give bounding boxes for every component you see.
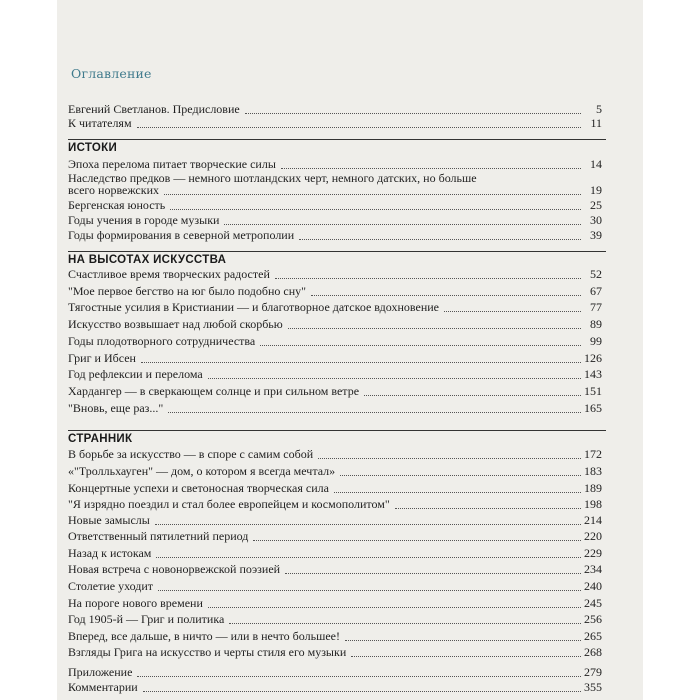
dot-leader — [364, 395, 581, 396]
entry-title: Столетие уходит — [68, 579, 154, 593]
entry-page: 234 — [584, 562, 602, 576]
entry-title-continued: всего норвежских — [68, 183, 160, 197]
toc-entry — [68, 199, 602, 213]
toc-entry — [68, 646, 602, 660]
entry-title: Ответственный пятилетний период — [68, 529, 249, 543]
toc-entry — [68, 318, 602, 332]
entry-page: 77 — [590, 300, 602, 314]
entry-title: «"Тролльхауген" — дом, о котором я всегда мечтал» — [68, 464, 336, 478]
entry-page: 355 — [584, 680, 602, 694]
entry-title: Бергенская юность — [68, 198, 166, 212]
dot-leader — [245, 113, 581, 114]
contents-heading: Оглавление — [71, 66, 152, 81]
entry-page: 25 — [590, 198, 602, 212]
entry-title: Новая встреча с новонорвежской поэзией — [68, 562, 281, 576]
entry-page: 11 — [590, 116, 602, 130]
toc-entry — [68, 158, 602, 172]
dot-leader — [164, 194, 581, 195]
entry-page: 198 — [584, 497, 602, 511]
dot-leader — [137, 676, 581, 677]
entry-title: "Мое первое бегство на юг было подобно сну" — [68, 284, 307, 298]
entry-page: 214 — [584, 513, 602, 527]
dot-leader — [311, 295, 581, 296]
entry-page: 52 — [590, 267, 602, 281]
dot-leader — [170, 209, 581, 210]
dot-leader — [395, 508, 581, 509]
entry-page: 19 — [590, 183, 602, 197]
toc-entry — [68, 117, 602, 131]
section-heading: НА ВЫСОТАХ ИСКУССТВА — [68, 254, 227, 266]
section-rule — [68, 139, 606, 140]
entry-title: Комментарии — [68, 680, 138, 694]
dot-leader — [281, 168, 581, 169]
entry-title: К читателям — [68, 116, 132, 130]
entry-page: 39 — [590, 228, 602, 242]
toc-entry — [68, 597, 602, 611]
entry-page: 229 — [584, 546, 602, 560]
dot-leader — [260, 345, 581, 346]
toc-entry — [68, 630, 602, 644]
entry-title: "Я изрядно поездил и стал более европейцем и космополитом" — [68, 497, 390, 511]
entry-page: 67 — [590, 284, 602, 298]
toc-entry — [68, 681, 602, 695]
entry-title: "Вновь, еще раз..." — [68, 401, 164, 415]
toc-entry — [68, 385, 602, 399]
toc-entry — [68, 285, 602, 299]
dot-leader — [208, 378, 581, 379]
dot-leader — [141, 362, 581, 363]
toc-entry — [68, 268, 602, 282]
entry-title: Концертные успехи и светоносная творческая сила — [68, 481, 329, 495]
toc-entry — [68, 448, 602, 462]
dot-leader — [224, 224, 581, 225]
dot-leader — [351, 656, 581, 657]
dot-leader — [143, 691, 581, 692]
entry-page: 143 — [584, 367, 602, 381]
dot-leader — [334, 492, 581, 493]
section-heading: СТРАННИК — [68, 433, 133, 445]
entry-title: На пороге нового времени — [68, 596, 203, 610]
entry-page: 189 — [584, 481, 602, 495]
entry-title: Годы учения в городе музыки — [68, 213, 220, 227]
entry-page: 240 — [584, 579, 602, 593]
entry-page: 245 — [584, 596, 602, 610]
entry-title: Григ и Ибсен — [68, 351, 136, 365]
entry-title: Взгляды Грига на искусство и черты стиля его музыки — [68, 645, 347, 659]
toc-entry — [68, 613, 602, 627]
dot-leader — [156, 557, 581, 558]
dot-leader — [299, 239, 581, 240]
entry-title: Евгений Светланов. Предисловие — [68, 102, 240, 116]
entry-title: Годы плодотворного сотрудничества — [68, 334, 256, 348]
dot-leader — [137, 127, 581, 128]
entry-page: 279 — [584, 665, 602, 679]
dot-leader — [168, 412, 581, 413]
entry-title: Вперед, все дальше, в ничто — или в нечто большее! — [68, 629, 340, 643]
toc-entry — [68, 368, 602, 382]
entry-title: Назад к истокам — [68, 546, 152, 560]
toc-entry — [68, 103, 602, 117]
dot-leader — [208, 607, 581, 608]
entry-page: 172 — [584, 447, 602, 461]
entry-page: 5 — [596, 102, 602, 116]
dot-leader — [275, 278, 581, 279]
entry-title: Год 1905-й — Григ и политика — [68, 612, 225, 626]
entry-title: Приложение — [68, 665, 133, 679]
entry-page: 14 — [590, 157, 602, 171]
toc-entry — [68, 530, 602, 544]
dot-leader — [444, 311, 581, 312]
dot-leader — [345, 640, 581, 641]
toc-entry — [68, 482, 602, 496]
entry-page: 183 — [584, 464, 602, 478]
entry-page: 265 — [584, 629, 602, 643]
entry-title: Наследство предков — немного шотландских черт, немного датских, но больше — [68, 171, 477, 185]
entry-title: Год рефлексии и перелома — [68, 367, 203, 381]
entry-page: 268 — [584, 645, 602, 659]
entry-title: Новые замыслы — [68, 513, 150, 527]
toc-entry — [68, 402, 602, 416]
toc-entry — [68, 352, 602, 366]
section-rule — [68, 251, 606, 252]
section-heading: ИСТОКИ — [68, 142, 118, 154]
toc-entry — [68, 563, 602, 577]
toc-entry — [68, 214, 602, 228]
entry-title: В борьбе за искусство — в споре с самим собой — [68, 447, 314, 461]
toc-entry — [68, 498, 602, 512]
dot-leader — [158, 590, 581, 591]
dot-leader — [155, 524, 581, 525]
dot-leader — [288, 328, 581, 329]
entry-page: 256 — [584, 612, 602, 626]
section-rule — [68, 430, 606, 431]
toc-entry — [68, 335, 602, 349]
toc-entry — [68, 229, 602, 243]
entry-page: 89 — [590, 317, 602, 331]
entry-page: 220 — [584, 529, 602, 543]
entry-title: Хардангер — в сверкающем солнце и при сильном ветре — [68, 384, 360, 398]
toc-entry — [68, 465, 602, 479]
toc-entry — [68, 301, 602, 315]
entry-page: 126 — [584, 351, 602, 365]
dot-leader — [285, 573, 581, 574]
toc-entry — [68, 184, 602, 198]
dot-leader — [340, 475, 581, 476]
toc-entry — [68, 580, 602, 594]
dot-leader — [253, 540, 581, 541]
entry-title: Тягостные усилия в Кристиании — и благотворное датское вдохновение — [68, 300, 439, 314]
entry-page: 99 — [590, 334, 602, 348]
entry-page: 30 — [590, 213, 602, 227]
entry-title: Счастливое время творческих радостей — [68, 267, 270, 281]
toc-entry — [68, 666, 602, 680]
toc-entry — [68, 514, 602, 528]
book-page — [57, 0, 643, 700]
entry-title: Искусство возвышает над любой скорбью — [68, 317, 283, 331]
toc-entry — [68, 547, 602, 561]
entry-page: 151 — [584, 384, 602, 398]
dot-leader — [318, 458, 581, 459]
dot-leader — [229, 623, 581, 624]
entry-title: Эпоха перелома питает творческие силы — [68, 157, 276, 171]
entry-title: Годы формирования в северной метрополии — [68, 228, 295, 242]
entry-page: 165 — [584, 401, 602, 415]
